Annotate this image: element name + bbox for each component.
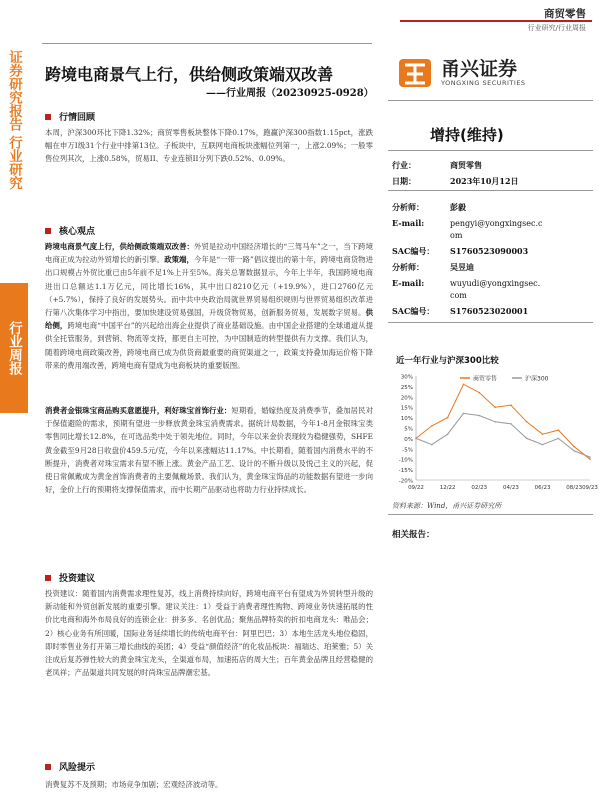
x-tick-label: 12/22 [439, 485, 456, 491]
industry-value: 商贸零售 [450, 160, 482, 170]
chart-divider [388, 514, 593, 515]
series-point [558, 429, 560, 431]
email2-link[interactable]: wuyudi@yongxingsec. [450, 279, 541, 288]
company-logo [395, 55, 526, 91]
core-p1-supply: 供给侧， [45, 308, 373, 331]
series-point [415, 438, 417, 440]
section-heading-core: 核心观点 [45, 224, 95, 237]
email2-row: E-mail: wuyudi@yongxingsec. [392, 278, 541, 288]
bullet-square-icon [45, 764, 51, 770]
logo-divider [388, 100, 593, 101]
series-point [510, 404, 512, 406]
rating-badge: 增持(维持) [430, 126, 504, 144]
core-p1-text2: 今年是“一带一路”倡议提出的第十年，跨境电商货物进出口规模占外贸比重已由5年前不足1%上升至5%。海关总署数据显示，今年上半年，我国跨境电商进出口总额达1.1万亿元，同比增长16%，其中出口8210亿元（+19.9%），进口2760亿元（+5.7%），保持了良好的发展势头。而中共中央政治局就世界贸易组织规则与世界贸易组织改革进行第八次集体学习中指出，要加快建设贸易强国，升级货物贸易，创新服务贸易，发展数字贸易。 [45, 255, 373, 318]
core-p1-text3: 跨境电商“中国平台”的兴起给出海企业提供了商业基础设施。由中国企业搭建的全球通道从提供全托管服务，到营销、物流等支持，都更自主可控，为中国制造的转型提供有力支撑。我们认为，随着跨境电商政策改善，跨境电商已成为供货商最重要的商贸渠道之一，政策支持叠加海运价格下降带来的费用端改善，跨境电商有望成为电商板块的重要版图。 [45, 321, 373, 370]
x-tick-label: 02/23 [471, 485, 488, 491]
sac1-row: SAC编号： S1760523090003 [392, 246, 529, 256]
series-point [589, 456, 591, 458]
series-point [542, 433, 544, 435]
y-tick-label: 15% [400, 405, 413, 412]
series-point [463, 384, 465, 386]
core-p1-text1: 外贸是拉动中国经济增长的“三驾马车”之一，当下跨境电商正成为拉动外贸增长的新引擎。 [45, 242, 373, 265]
series-point [573, 446, 575, 448]
series-point [431, 444, 433, 446]
x-tick-label: 09/22 [408, 485, 424, 491]
sac1-value: S1760523090003 [450, 246, 529, 256]
sidebar-report-tag [0, 283, 28, 413]
sidebar-report-type [0, 50, 28, 285]
analyst-divider [388, 322, 593, 323]
industry-row: 行业： 商贸零售 [392, 160, 482, 170]
series-point [478, 392, 480, 394]
performance-chart [390, 368, 598, 498]
y-tick-label: 20% [400, 395, 413, 402]
core-p2-text: 短期看，婚嫁热度及消费季节，叠加居民对于保值避险的需求，预期有望进一步释放黄金珠宝消费需求。据统计局数据，今年1-8月金银珠宝类零售同比增长12.8%，在可选品类中处于领先地位。同时，今年以来金价表现较为稳健强势，SHFE黄金截至9月28日收盘价459.5元/克，今年以来涨幅达11.17%。中长期看，随着国内消费水平的不断提升，消费者对珠宝需求有望不断上涨。黄金产品工艺、设计的不断升级以及悦己主义的兴起，促使日常佩戴成为黄金首饰消费者的主要佩戴场景。我们认为，黄金珠宝饰品的功能数据有望进一步向好，金价上行的预期将支撑保值需求，而中长期产品驱动也将助力行业持续成长。 [45, 406, 373, 495]
date-value: 2023年10月12日 [450, 176, 519, 186]
bullet-square-icon [45, 575, 51, 581]
x-tick-label: 06/23 [534, 485, 551, 491]
y-tick-label: -10% [398, 457, 413, 464]
header-subcategory: 行业研究/行业周报 [527, 24, 586, 32]
legend-label: 沪深300 [525, 375, 549, 383]
series-point [542, 444, 544, 446]
email1-link[interactable]: pengyi@yongxingsec.c [450, 219, 543, 228]
analyst1-row: 分析师： 彭毅 [392, 202, 466, 212]
sidebar-bottom-text: 行业周报 [6, 321, 22, 375]
legend-label: 商贸零售 [473, 375, 498, 383]
date-row: 日期： 2023年10月12日 [392, 176, 519, 186]
advice-paragraph: 投资建议：随着国内消费需求理性复苏，线上消费持续向好，跨境电商平台有望成为外贸转型升级的新动能和外贸创新发展的重要引擎。建议关注：1）受益于消费者理性购物、跨境业务快速拓展的性价比电商和海外布局良好的连锁企业：拼多多、名创优品；聚焦品牌特卖的折扣电商龙头：唯品会；2）核心业务有所回暖，国际业务延续增长的传统电商平台：阿里巴巴；3）本地生活龙头地位稳固，即时零售业务打开第三增长曲线的美团；4）受益“颜值经济”的化妆品板块：福瑞达、珀莱雅；5）关注成后复苏弹性较大的黄金珠宝龙头，全渠道布局，加速拓店的周大生；百年黄金品牌且经营稳健的老凤祥；产品渠道共同发展的时尚珠宝品牌潮宏基。 [45, 589, 373, 678]
series-line-1 [416, 384, 590, 459]
section-heading-advice: 投资建议 [45, 571, 95, 584]
series-point [526, 421, 528, 423]
analyst2-name: 吴昱迪 [450, 262, 474, 272]
series-point [558, 438, 560, 440]
sidebar-top-text: 证券研究报告 行业研究 [6, 50, 22, 190]
y-tick-label: 0% [404, 436, 413, 443]
core-p1-lead: 跨境电商景气度上行，供给侧政策端双改善： [45, 242, 195, 251]
y-tick-label: 10% [400, 416, 413, 423]
logo-text-en: YONGXING SECURITIES [441, 79, 526, 87]
report-title: 跨境电商景气上行，供给侧政策端双改善 [45, 65, 334, 84]
bullet-square-icon [45, 114, 51, 120]
chart-title: 近一年行业与沪深300比较 [396, 356, 499, 366]
risk-paragraph: 消费复苏不及预期；市场竞争加剧；宏观经济波动等。 [45, 780, 223, 789]
analyst1-name: 彭毅 [450, 202, 466, 212]
section-heading-risk: 风险提示 [45, 760, 95, 773]
sac2-row: SAC编号： S1760523020001 [392, 306, 529, 316]
y-tick-label: 30% [400, 374, 413, 381]
x-tick-label: 08/23 [566, 485, 583, 491]
info-divider [388, 190, 593, 191]
series-point [573, 450, 575, 452]
bullet-square-icon [45, 228, 51, 234]
y-tick-label: -15% [398, 468, 413, 475]
series-point [494, 406, 496, 408]
y-tick-label: 25% [400, 384, 413, 391]
y-tick-label: -20% [398, 478, 413, 485]
chart-source: 资料来源：Wind，甬兴证券研究所 [392, 502, 502, 510]
email1-row: E-mail: pengyi@yongxingsec.c [392, 218, 543, 228]
x-tick-label: 04/23 [502, 485, 519, 491]
related-reports-label: 相关报告： [392, 530, 435, 540]
header-category: 商贸零售 [544, 8, 586, 20]
series-point [431, 425, 433, 427]
series-point [510, 423, 512, 425]
email1-row-cont: om [450, 231, 463, 240]
series-point [494, 421, 496, 423]
series-point [478, 415, 480, 417]
sac2-value: S1760523020001 [450, 306, 529, 316]
header-divider [400, 20, 592, 22]
x-tick-label: 09/23 [582, 485, 598, 491]
core-paragraph-1 [45, 240, 373, 372]
logo-mark-icon [395, 55, 435, 91]
section-heading-review: 行情回顾 [45, 110, 95, 123]
report-subtitle: ——行业周报（20230925-0928） [206, 88, 374, 99]
series-point [526, 438, 528, 440]
y-tick-label: 5% [404, 426, 413, 433]
series-point [589, 458, 591, 460]
y-tick-label: -5% [402, 447, 413, 454]
email2-row-cont: com [450, 291, 467, 300]
series-point [463, 413, 465, 415]
title-top-divider [42, 43, 372, 44]
series-point [447, 417, 449, 419]
logo-text-cn: 甬兴证券 [441, 58, 518, 80]
core-p2-lead: 消费者金银珠宝商品购买意愿提升，利好珠宝首饰行业： [45, 406, 232, 415]
rating-divider [388, 150, 593, 151]
core-paragraph-2 [45, 404, 373, 496]
review-paragraph: 本周，沪深300环比下降1.32%；商贸零售板块整体下降0.17%，跑赢沪深300指数1.15pct，涨跌幅在申万I级31个行业中排第13位。子板块中，互联网电商板块涨幅位列第一，上涨2.09%；一般零售位列其次，上涨0.58%，贸易II、专业连锁II分列下跌0.52%、0.09%。 [45, 128, 373, 164]
analyst2-row: 分析师： 吴昱迪 [392, 262, 474, 272]
core-p1-policy: 政策端， [164, 255, 195, 265]
series-point [447, 433, 449, 435]
